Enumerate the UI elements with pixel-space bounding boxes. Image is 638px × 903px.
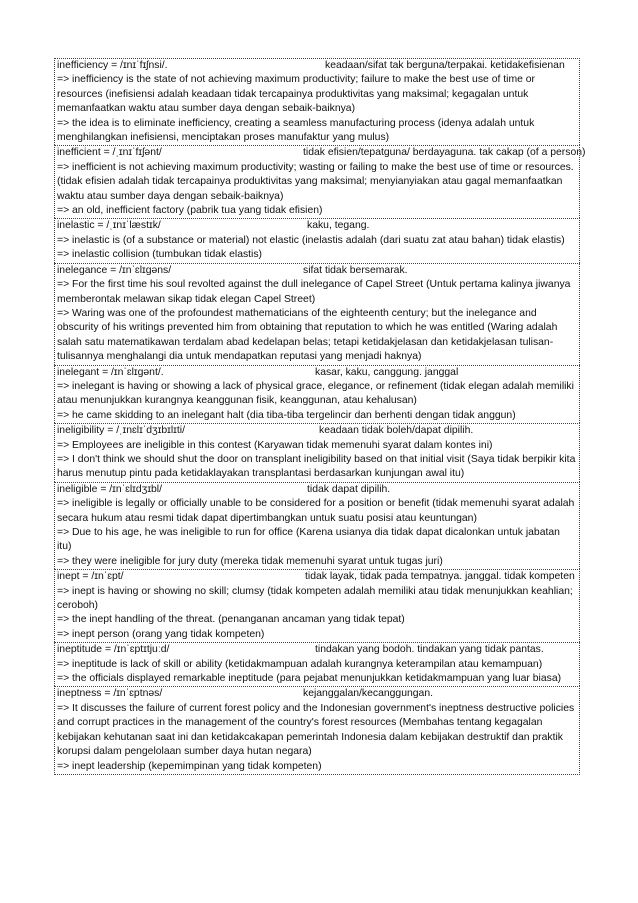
entry-example: => the inept handling of the threat. (penanganan ancaman yang tidak tepat) <box>57 614 405 626</box>
entry-example: => inefficiency is the state of not achieving maximum productivity; failure to make the best use of time or resources (inefisiensi adalah keadaan tidak tercapainya produktivitas yang maksimal; kegagalan untuk memanfaatkan waktu atau sumber daya dengan sebaik-baiknya) <box>57 74 536 115</box>
entry-headword-row <box>57 59 577 73</box>
entry-headword: inept = /ɪnˈɛpt/ <box>57 571 124 583</box>
entry-meaning: kejanggalan/kecanggungan. <box>303 688 433 700</box>
entry-example: => inept leadership (kepemimpinan yang tidak kompeten) <box>57 760 322 772</box>
entry-example: => ineligible is legally or officially unable to be considered for a position or benefit (tidak memenuhi syarat adalah secara hukum atau resmi tidak dapat dipertimbangkan untuk suatu posisi atau keuntungan) <box>57 498 575 524</box>
dictionary-entry <box>54 423 580 482</box>
entry-meaning: tidak dapat dipilih. <box>307 483 391 495</box>
entry-example: => It discusses the failure of current forest policy and the Indonesian government's ineptness destructive policies and corrupt practices in the management of the country's forest resources (Membahas tentang kegagalan kebijakan kehutanan saat ini dan ketidakcakapan pemerintah Indonesia dalam kebijakan destruktif dan praktik korupsi dalam pengelolaan sumber daya hutan negara) <box>57 702 575 758</box>
dictionary-entry <box>54 145 586 218</box>
entry-headword-row <box>57 687 577 701</box>
entry-headword: ineptitude = /ɪnˈɛptɪtjuːd/ <box>57 644 170 656</box>
entry-example: => Waring was one of the profoundest mathematicians of the eighteenth century; but the inelegance and obscurity of his writings prevented him from obtaining that reputation to which he was entitled (Waring adalah salah satu matematikawan terdalam abad kedelapan belas; tetapi ketidakjelasan dan ketidakjelasan tulisan-tulisannya menghalangi dia untuk mendapatkan reputasi yang menjadi haknya) <box>57 307 558 363</box>
entry-example: => inelastic collision (tumbukan tidak elastis) <box>57 249 263 261</box>
entry-example: => the idea is to eliminate inefficiency, creating a seamless manufacturing process (idenya adalah untuk menghilangkan inefisiensi, menciptakan proses manufaktur yang mulus) <box>57 117 535 144</box>
entry-meaning: tidak layak, tidak pada tempatnya. janggal. tidak kompeten <box>305 571 575 583</box>
entry-headword: inelegance = /ɪnˈɛlɪɡəns/ <box>57 264 172 276</box>
entry-meaning: kaku, tegang. <box>307 220 370 232</box>
entry-example: => inept is having or showing no skill; clumsy (tidak kompeten adalah memiliki atau tidak menunjukkan keahlian; ceroboh) <box>57 585 573 612</box>
entry-meaning: keadaan/sifat tak berguna/terpakai. ketidakefisienan <box>325 60 565 71</box>
dictionary-entry <box>54 482 580 569</box>
entry-headword: inelegant = /ɪnˈɛlɪɡənt/. <box>57 366 164 378</box>
entry-headword-row <box>57 264 577 278</box>
entry-headword-row <box>57 424 577 438</box>
entry-example: => Due to his age, he was ineligible to run for office (Karena usianya dia tidak dapat dicalonkan untuk jabatan itu) <box>57 527 560 553</box>
entry-headword-row <box>57 219 577 233</box>
entry-headword-row <box>57 366 577 380</box>
entry-example: => I don't think we should shut the door on transplant ineligibility based on that initial visit (Saya tidak berpikir kita harus menutup pintu pada ketidaklayakan transplantasi berdasarkan kunjungan awal itu) <box>57 453 576 480</box>
entry-headword: inelastic = /ˌɪnɪˈlæstɪk/ <box>57 220 161 232</box>
entry-headword-row <box>57 483 577 497</box>
entry-headword: inefficiency = /ɪnɪˈfɪʃnsi/. <box>57 60 168 71</box>
dictionary-entry <box>54 365 580 424</box>
entry-example: => For the first time his soul revolted against the dull inelegance of Capel Street (Untuk pertama kalinya jiwanya memberontak melawan sikap tidak elegan Capel Street) <box>57 279 571 305</box>
entry-headword: ineligible = /ɪnˈɛlɪdʒɪbl/ <box>57 483 162 495</box>
dictionary-entry <box>54 263 580 365</box>
entry-example: => inept person (orang yang tidak kompeten) <box>57 628 265 640</box>
entry-example: => inelegant is having or showing a lack of physical grace, elegance, or refinement (tidak elegan adalah memiliki atau menunjukkan kurangnya keanggunan fisik, keanggunan, atau kehalusan) <box>57 380 574 407</box>
entry-meaning: tindakan yang bodoh. tindakan yang tidak pantas. <box>315 644 544 656</box>
entry-example: => inefficient is not achieving maximum productivity; wasting or failing to make the best use of time or resources. (tidak efisien adalah tidak tercapainya produktivitas yang maksimal; menyianyiakan atau gagal memanfaatkan waktu atau sumber daya dengan sebaik-baiknya) <box>57 161 574 202</box>
entry-headword-row <box>57 570 577 584</box>
dictionary-entry <box>54 642 580 686</box>
entry-meaning: tidak efisien/tepatguna/ berdayaguna. tak cakap (of a person) <box>303 147 586 159</box>
entry-example: => the officials displayed remarkable ineptitude (para pejabat menunjukkan ketidakmampuan yang luar biasa) <box>57 673 562 685</box>
entry-meaning: sifat tidak bersemarak. <box>303 264 408 276</box>
dictionary-entry <box>54 569 580 642</box>
entry-headword: ineptness = /ɪnˈɛptnəs/ <box>57 688 163 700</box>
entry-example: => inelastic is (of a substance or material) not elastic (inelastis adalah (dari suatu zat atau bahan) tidak elastis) <box>57 234 565 246</box>
entry-example: => an old, inefficient factory (pabrik tua yang tidak efisien) <box>57 205 323 217</box>
entry-example: => Employees are ineligible in this contest (Karyawan tidak memenuhi syarat dalam kontes ini) <box>57 439 493 451</box>
dictionary-page <box>54 58 586 775</box>
entry-example: => they were ineligible for jury duty (mereka tidak memenuhi syarat untuk tugas juri) <box>57 555 443 567</box>
entry-example: => he came skidding to an inelegant halt (dia tiba-tiba tergelincir dan berhenti dengan tidak anggun) <box>57 409 516 421</box>
entry-example: => ineptitude is lack of skill or ability (ketidakmampuan adalah kurangnya keterampilan atau kemampuan) <box>57 658 543 670</box>
dictionary-entry <box>54 218 580 262</box>
dictionary-entry <box>54 58 580 145</box>
entry-meaning: keadaan tidak boleh/dapat dipilih. <box>319 425 474 437</box>
entry-headword-row <box>57 146 586 160</box>
dictionary-entry <box>54 686 580 774</box>
entry-headword: inefficient = /ˌɪnɪˈfɪʃənt/ <box>57 147 162 159</box>
entry-headword-row <box>57 643 577 657</box>
entry-meaning: kasar, kaku, canggung. janggal <box>315 366 459 378</box>
entry-headword: ineligibility = /ˌɪnɛlɪˈdʒɪbɪlɪti/ <box>57 425 185 437</box>
